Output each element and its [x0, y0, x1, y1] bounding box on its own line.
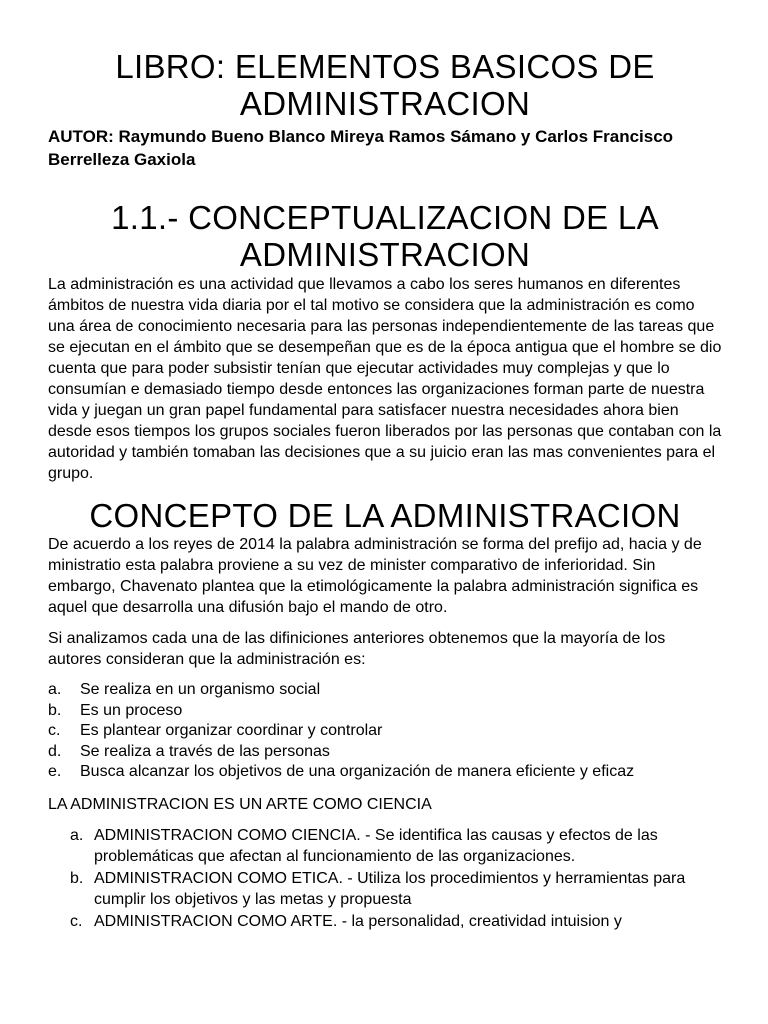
- book-title: LIBRO: ELEMENTOS BASICOS DE ADMINISTRACION: [115, 48, 655, 122]
- list-item-text: Se realiza a través de las personas: [80, 742, 330, 760]
- list-item-text: Es un proceso: [80, 701, 183, 719]
- section-2-paragraph-1: De acuerdo a los reyes de 2014 la palabra administración se forma del prefijo ad, hacia y de ministratio esta palabra proviene a su vez de minister comparativo de inferioridad. Sin embargo, Chavenato plantea que la etimológicamente la palabra administración significa es aquel que desarrolla una difusión bajo el mando de otro.: [48, 536, 702, 616]
- list-item: [70, 825, 722, 868]
- section-2-title: CONCEPTO DE LA ADMINISTRACION: [89, 497, 681, 534]
- list-item: [70, 868, 722, 911]
- list-item: [70, 911, 722, 933]
- list-item-text: Busca alcanzar los objetivos de una organización de manera eficiente y eficaz: [80, 763, 635, 780]
- list-item: [48, 721, 722, 742]
- list-item-text: ADMINISTRACION COMO CIENCIA. - Se identifica las causas y efectos de las problemáticas que afectan al funcionamiento de las organizaciones.: [94, 826, 658, 865]
- section-1-paragraph: La administración es una actividad que llevamos a cabo los seres humanos en diferentes ámbitos de nuestra vida diaria por el tal motivo se considera que la administración es como una área de conocimiento necesaria para las personas independientemente de las tareas que se ejecutan en el ámbito que se desempeñan que es de la época antigua que el hombre se dio cuenta que para poder subsistir tenían que ejecutar actividades muy complejas y que lo consumían e demasiado tiempo desde entonces las organizaciones forman parte de nuestra vida y juegan un gran papel fundamental para satisfacer nuestra necesidades ahora bien desde esos tiempos los grupos sociales fueron liberados por las personas que contaban con la autoridad y también tomaban las decisiones que a su juicio eran las mas convenientes para el grupo.: [48, 276, 722, 482]
- list-marker: b.: [70, 869, 84, 887]
- list-marker: c.: [70, 912, 83, 930]
- list-marker: a.: [70, 826, 84, 844]
- list-item-text: ADMINISTRACION COMO ETICA. - Utiliza los procedimientos y herramientas para cumplir los objetivos y las metas y propuesta: [94, 869, 686, 908]
- list-item-text: Es plantear organizar coordinar y controlar: [80, 722, 383, 739]
- section-1-title: 1.1.- CONCEPTUALIZACION DE LA ADMINISTRACION: [111, 199, 659, 273]
- list-item: [48, 701, 722, 722]
- list-marker: c.: [48, 722, 61, 739]
- list-marker: b.: [48, 701, 62, 719]
- list-item: [48, 680, 722, 701]
- list-marker: e.: [48, 763, 62, 780]
- list-item-text: Se realiza en un organismo social: [80, 681, 321, 698]
- author-line: AUTOR: Raymundo Bueno Blanco Mireya Ramos Sámano y Carlos Francisco Berrelleza Gaxiola: [48, 127, 674, 169]
- list-item-text: ADMINISTRACION COMO ARTE. - la personalidad, creatividad intuision y: [94, 912, 622, 930]
- list-item: [48, 742, 722, 763]
- administration-types-list: [48, 825, 722, 933]
- characteristics-list: [48, 680, 722, 783]
- list-item: [48, 762, 722, 783]
- list-marker: a.: [48, 681, 62, 698]
- list-marker: d.: [48, 742, 62, 760]
- section-2-paragraph-2: Si analizamos cada una de las difiniciones anteriores obtenemos que la mayoría de los autores consideran que la administración es:: [48, 630, 666, 668]
- art-science-heading: LA ADMINISTRACION ES UN ARTE COMO CIENCIA: [48, 795, 432, 813]
